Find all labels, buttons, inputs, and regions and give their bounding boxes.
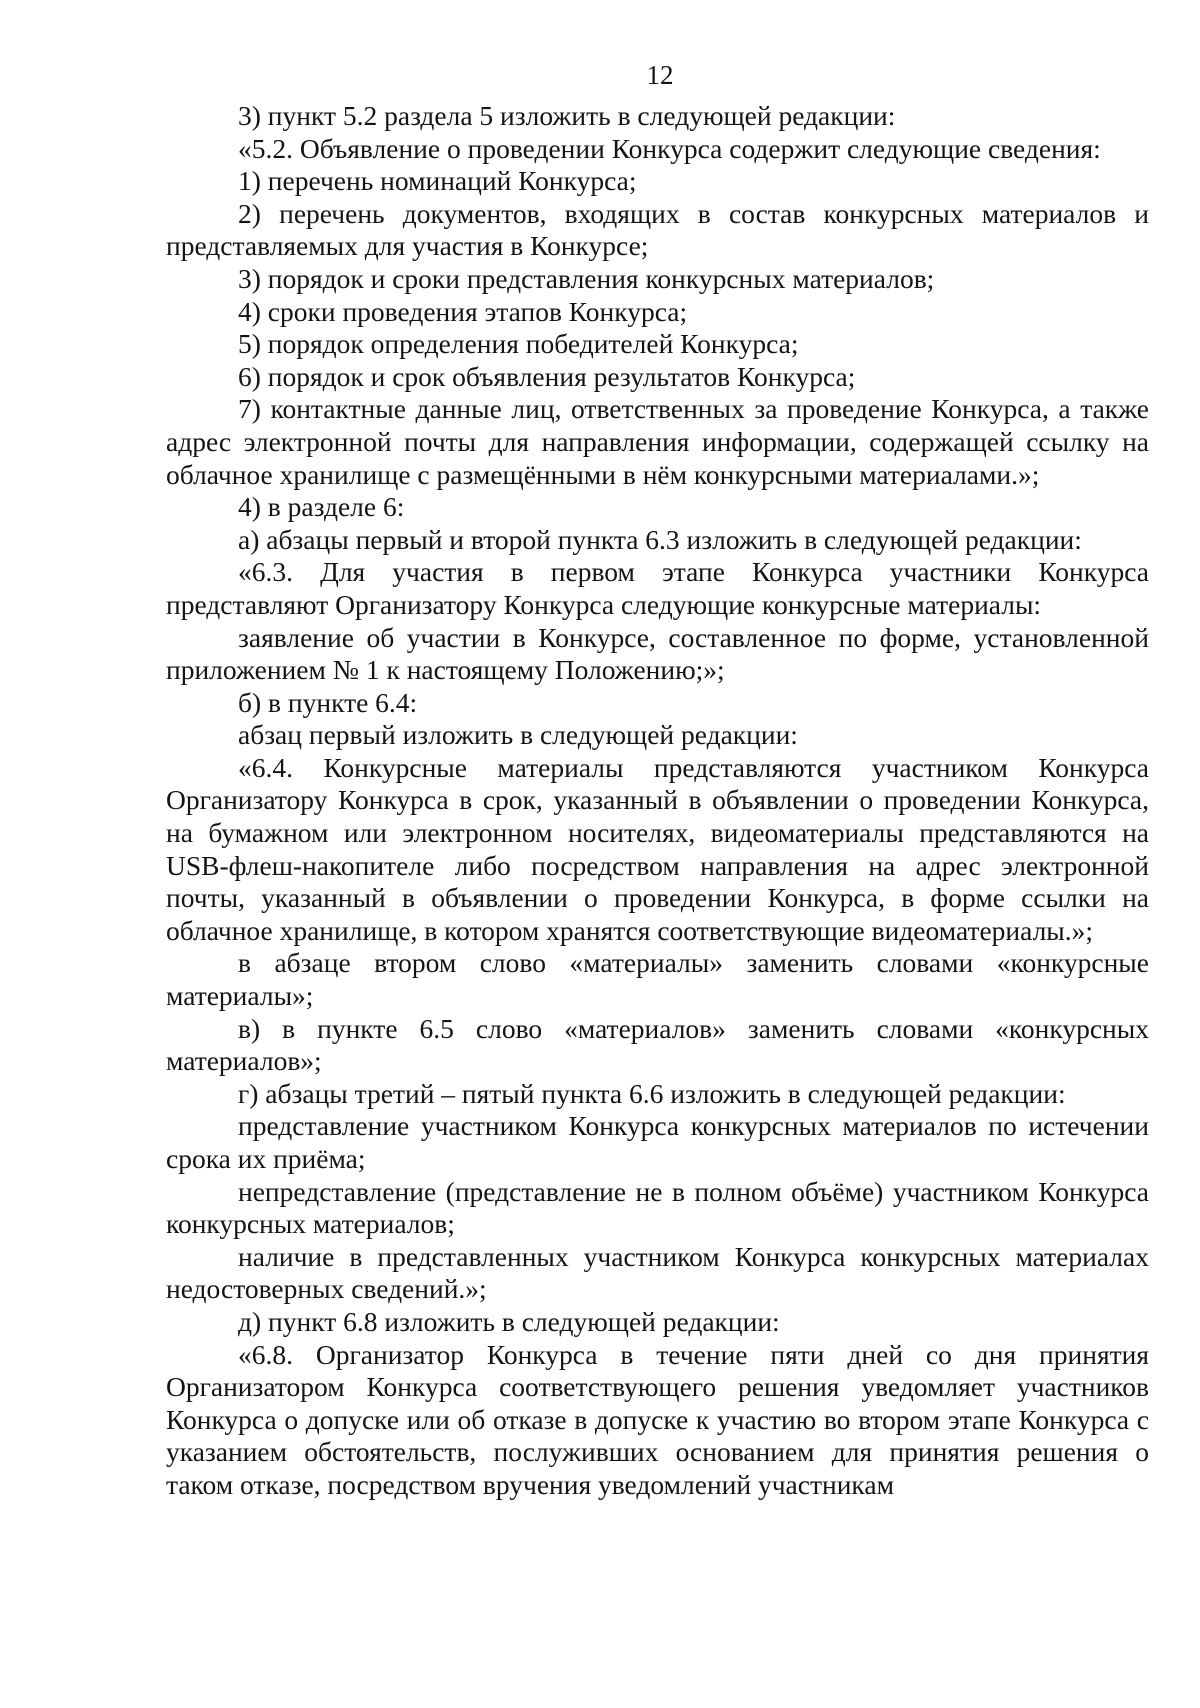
paragraph: в абзаце втором слово «материалы» заменить словами «конкурсные материалы»;: [166, 947, 1149, 1012]
paragraph: д) пункт 6.8 изложить в следующей редакции:: [238, 1305, 780, 1337]
paragraph: представление участником Конкурса конкурсных материалов по истечении срока их приёма;: [166, 1110, 1149, 1174]
paragraph: а) абзацы первый и второй пункта 6.3 изложить в следующей редакции:: [238, 523, 1082, 555]
paragraph: непредставление (представление не в полном объёме) участником Конкурса конкурсных материалов;: [166, 1175, 1149, 1240]
list-item: 6) порядок и срок объявления результатов Конкурса;: [238, 360, 856, 392]
paragraph: «6.8. Организатор Конкурса в течение пяти дней со дня принятия Организатором Конкурса соответствующего решения уведомляет участников Конкурса о допуске или об отказе в допуске к участию во втором этапе Конкурса с указанием обстоятельств, послуживших основанием для принятия решения о таком отказе, посредством вручения уведомлений участникам: [166, 1338, 1149, 1500]
paragraph: б) в пункте 6.4:: [238, 686, 418, 718]
paragraph: «6.3. Для участия в первом этапе Конкурса участники Конкурса представляют Организатору Конкурса следующие конкурсные материалы:: [166, 556, 1149, 620]
list-item: 1) перечень номинаций Конкурса;: [238, 165, 637, 197]
page-number: 12: [646, 60, 674, 90]
paragraph: «5.2. Объявление о проведении Конкурса содержит следующие сведения:: [238, 132, 1101, 164]
paragraph: «6.4. Конкурсные материалы представляются участником Конкурса Организатору Конкурса в срок, указанный в объявлении о проведении Конкурса, на бумажном или электронном носителях, видеоматериалы представляются на USB-флеш-накопителе либо посредством направления на адрес электронной почты, указанный в объявлении о проведении Конкурса, в форме ссылки на облачное хранилище, в котором хранятся соответствующие видеоматериалы.»;: [166, 751, 1149, 946]
paragraph: г) абзацы третий – пятый пункта 6.6 изложить в следующей редакции:: [238, 1077, 1066, 1109]
list-item: 7) контактные данные лиц, ответственных за проведение Конкурса, а также адрес электронной почты для направления информации, содержащей ссылку на облачное хранилище с размещёнными в нём конкурсными материалами.»;: [166, 393, 1149, 490]
list-item: 3) порядок и сроки представления конкурсных материалов;: [238, 262, 935, 294]
paragraph: наличие в представленных участником Конкурса конкурсных материалах недостоверных сведений.»;: [166, 1240, 1149, 1305]
paragraph: 4) в разделе 6:: [238, 491, 405, 523]
document-body: [166, 100, 1149, 1502]
paragraph: абзац первый изложить в следующей редакции:: [238, 719, 798, 751]
list-item: 2) перечень документов, входящих в состав конкурсных материалов и представляемых для участия в Конкурсе;: [166, 197, 1149, 262]
paragraph: 3) пункт 5.2 раздела 5 изложить в следующей редакции:: [238, 100, 896, 131]
list-item: 5) порядок определения победителей Конкурса;: [238, 328, 799, 360]
paragraph: в) в пункте 6.5 слово «материалов» заменить словами «конкурсных материалов»;: [166, 1012, 1149, 1077]
paragraph: заявление об участии в Конкурсе, составленное по форме, установленной приложением № 1 к настоящему Положению;»;: [166, 621, 1149, 686]
list-item: 4) сроки проведения этапов Конкурса;: [238, 295, 688, 327]
